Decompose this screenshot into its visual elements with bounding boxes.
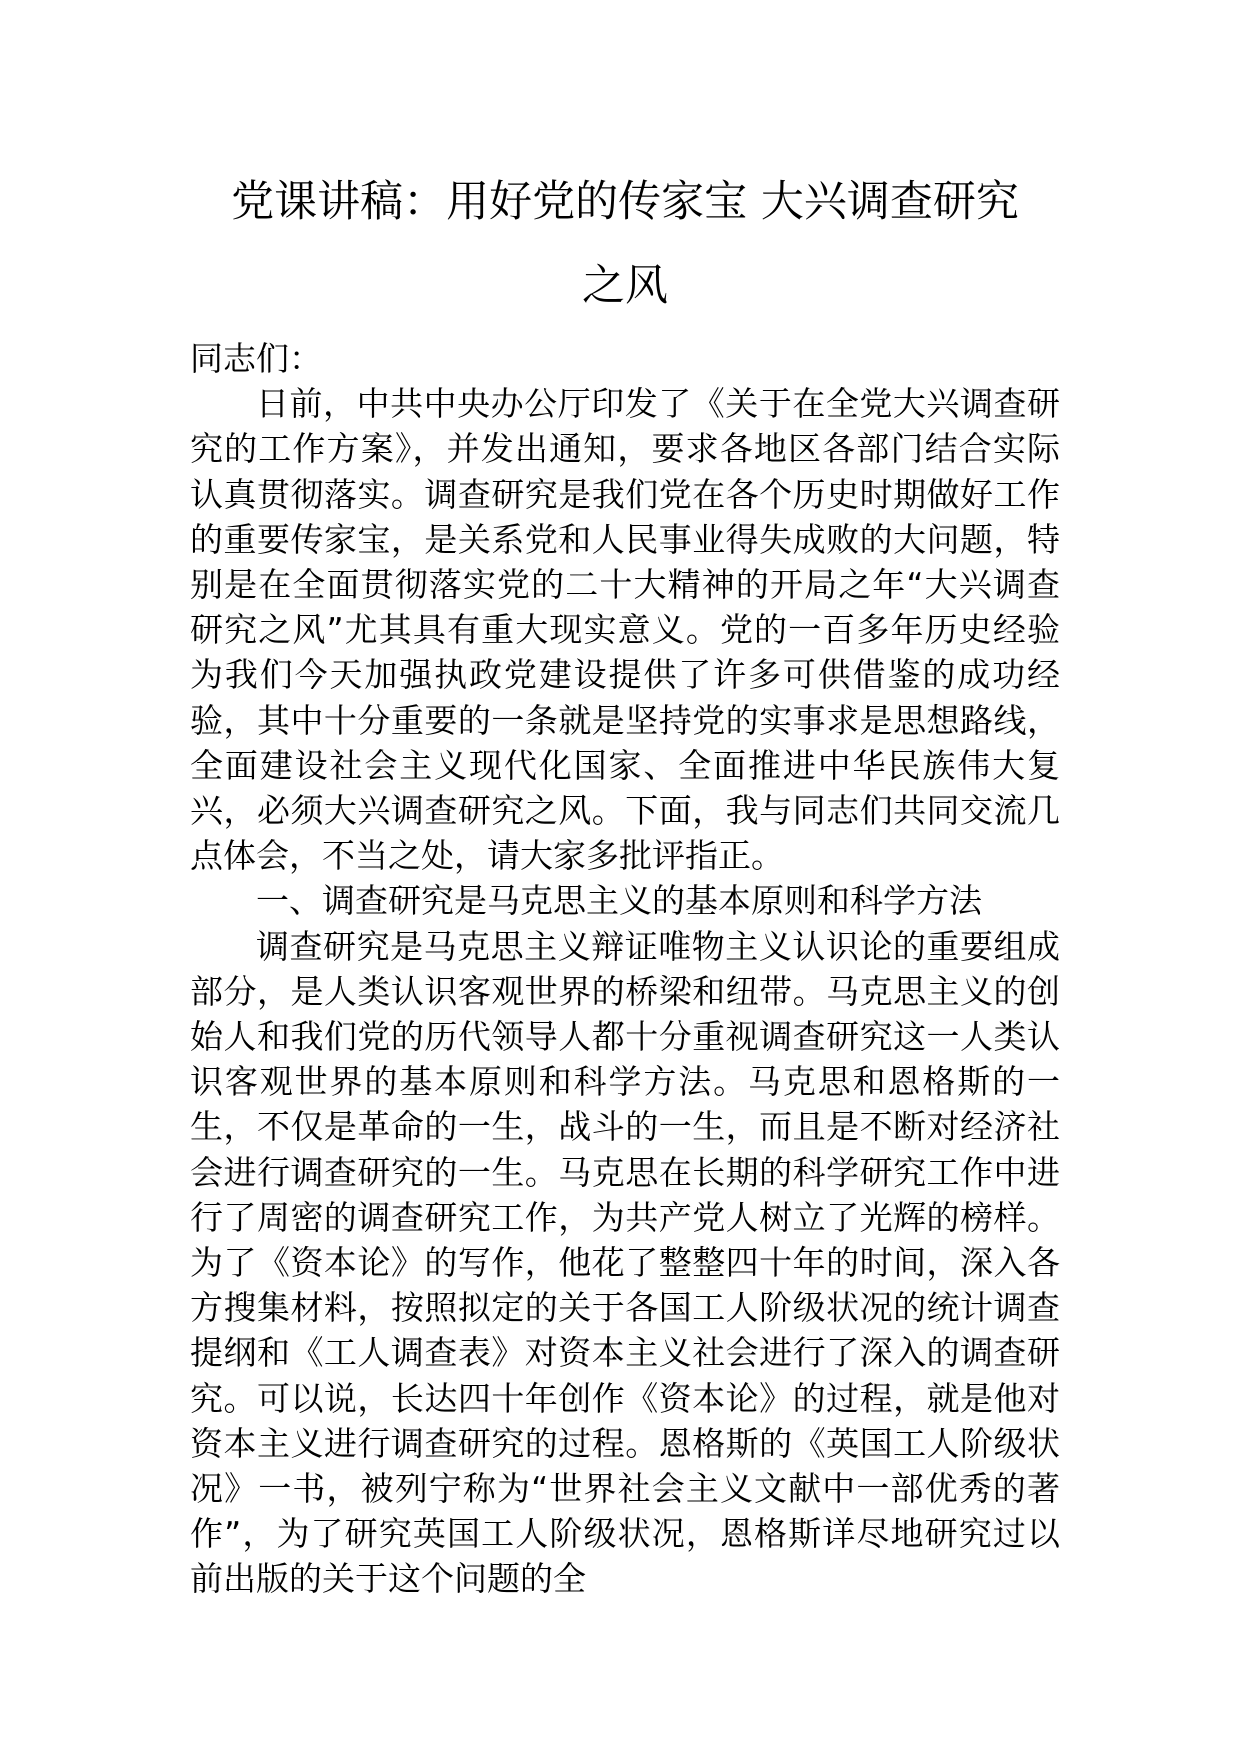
document-title-line-2: 之风: [582, 261, 668, 311]
salutation: 同志们：: [190, 339, 322, 378]
section-heading-1: 一、调查研究是马克思主义的基本原则和科学方法: [256, 881, 982, 921]
document-title: [190, 160, 1060, 328]
document-title-line-1: 党课讲稿：用好党的传家宝 大兴调查研究: [231, 177, 1019, 227]
paragraph-section-1: 调查研究是马克思主义辩证唯物主义认识论的重要组成部分，是人类认识客观世界的桥梁和纽带。马克思主义的创始人和我们党的历代领导人都十分重视调查研究这一人类认识客观世界的基本原则和科学方法。马克思和恩格斯的一生，不仅是革命的一生，战斗的一生，而且是不断对经济社会进行调查研究的一生。马克思在长期的科学研究工作中进行了周密的调查研究工作，为共产党人树立了光辉的榜样。为了《资本论》的写作，他花了整整四十年的时间，深入各方搜集材料，按照拟定的关于各国工人阶级状况的统计调查提纲和《工人调查表》对资本主义社会进行了深入的调查研究。可以说，长达四十年创作《资本论》的过程，就是他对资本主义进行调查研究的过程。恩格斯的《英国工人阶级状况》一书，被列宁称为“世界社会主义文献中一部优秀的著作”，为了研究英国工人阶级状况，恩格斯详尽地研究过以前出版的关于这个问题的全: [190, 926, 1060, 1599]
document-page: [190, 160, 1060, 1602]
document-body: [190, 336, 1060, 1602]
paragraph-intro: 日前，中共中央办公厅印发了《关于在全党大兴调查研究的工作方案》，并发出通知，要求各地区各部门结合实际认真贯彻落实。调查研究是我们党在各个历史时期做好工作的重要传家宝，是关系党和人民事业得失成败的大问题，特别是在全面贯彻落实党的二十大精神的开局之年“大兴调查研究之风”尤其具有重大现实意义。党的一百多年历史经验为我们今天加强执政党建设提供了许多可供借鉴的成功经验，其中十分重要的一条就是坚持党的实事求是思想路线，全面建设社会主义现代化国家、全面推进中华民族伟大复兴，必须大兴调查研究之风。下面，我与同志们共同交流几点体会，不当之处，请大家多批评指正。: [190, 384, 1060, 876]
